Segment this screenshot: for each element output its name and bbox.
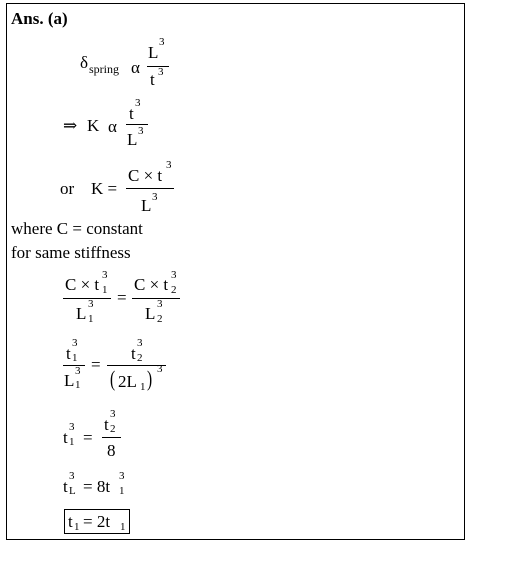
left-fraction-bar	[63, 298, 111, 299]
rhs-exponent: 3	[119, 470, 125, 482]
fraction-numerator: t	[129, 104, 134, 123]
left-numerator: C × t	[65, 275, 100, 294]
proportional-symbol: α	[108, 117, 117, 136]
fraction-denominator: 8	[107, 441, 116, 460]
right-numerator-exponent: 3	[171, 269, 177, 281]
equals-sign: =	[83, 428, 93, 447]
delta-symbol: δ	[80, 53, 89, 72]
numerator-exponent: 3	[159, 36, 165, 48]
left-numerator-exponent: 3	[72, 337, 78, 349]
same-stiffness-text: for same stiffness	[11, 243, 131, 262]
rhs-expression: = 8t	[83, 477, 111, 496]
where-constant-text: where C = constant	[11, 219, 143, 238]
right-fraction-bar	[132, 298, 180, 299]
right-numerator-subscript: 2	[171, 284, 177, 296]
right-denominator: L	[145, 304, 156, 323]
final-lhs: t	[68, 512, 73, 531]
lhs-exponent: 3	[69, 470, 75, 482]
lhs-exponent: 3	[69, 421, 75, 433]
denominator-exponent: 3	[152, 191, 158, 203]
fraction-bar	[126, 124, 148, 125]
right-denominator-subscript: 2	[157, 313, 163, 325]
proportional-symbol: α	[131, 58, 140, 77]
denominator-exponent: 3	[158, 66, 164, 78]
equals-sign: =	[117, 288, 127, 307]
lhs-subscript: L	[69, 485, 76, 497]
rhs-subscript: 1	[119, 485, 125, 497]
left-denominator-subscript: 1	[75, 379, 81, 391]
left-numerator-subscript: 1	[102, 284, 108, 296]
denominator-exponent: 3	[138, 125, 144, 137]
lhs-variable: t	[63, 428, 68, 447]
right-numerator: t	[131, 344, 136, 363]
right-denominator-exponent: 3	[157, 298, 163, 310]
equals-sign: =	[91, 355, 101, 374]
numerator-exponent: 3	[110, 408, 116, 420]
left-denominator-subscript: 1	[88, 313, 94, 325]
left-denominator: L	[64, 371, 75, 390]
left-fraction-bar	[63, 365, 85, 366]
implies-arrow: ⇒	[63, 116, 78, 135]
right-numerator-subscript: 2	[137, 352, 143, 364]
stiffness-symbol: K	[87, 116, 100, 135]
numerator-exponent: 3	[135, 97, 141, 109]
left-denominator-exponent: 3	[88, 298, 94, 310]
right-denominator: 2L	[118, 372, 137, 391]
lhs-subscript: 1	[69, 436, 75, 448]
right-denominator-subscript: 1	[140, 381, 146, 393]
fraction-bar	[126, 188, 174, 189]
fraction-denominator: t	[150, 70, 155, 89]
left-numerator-subscript: 1	[72, 352, 78, 364]
left-denominator: L	[76, 304, 87, 323]
numerator-exponent: 3	[166, 159, 172, 171]
or-label: or	[60, 179, 75, 198]
answer-title: Ans. (a)	[11, 9, 68, 28]
fraction-numerator: C × t	[128, 166, 163, 185]
final-rhs-subscript: 1	[120, 521, 126, 533]
final-rhs: = 2t	[83, 512, 111, 531]
left-denominator-exponent: 3	[75, 365, 81, 377]
close-parenthesis: )	[147, 366, 153, 391]
right-numerator-exponent: 3	[137, 337, 143, 349]
fraction-numerator: t	[104, 415, 109, 434]
fraction-denominator: L	[141, 196, 152, 215]
fraction-numerator: L	[148, 43, 159, 62]
right-denominator-exponent: 3	[157, 363, 163, 375]
open-parenthesis: (	[110, 366, 116, 391]
stiffness-equals: K =	[91, 179, 118, 198]
left-numerator-exponent: 3	[102, 269, 108, 281]
lhs-variable: t	[63, 477, 68, 496]
final-lhs-subscript: 1	[74, 521, 80, 533]
right-numerator: C × t	[134, 275, 169, 294]
fraction-denominator: L	[127, 130, 138, 149]
left-numerator: t	[66, 344, 71, 363]
delta-subscript: spring	[89, 62, 119, 76]
fraction-bar	[102, 437, 121, 438]
answer-container	[6, 3, 465, 540]
numerator-subscript: 2	[110, 423, 116, 435]
